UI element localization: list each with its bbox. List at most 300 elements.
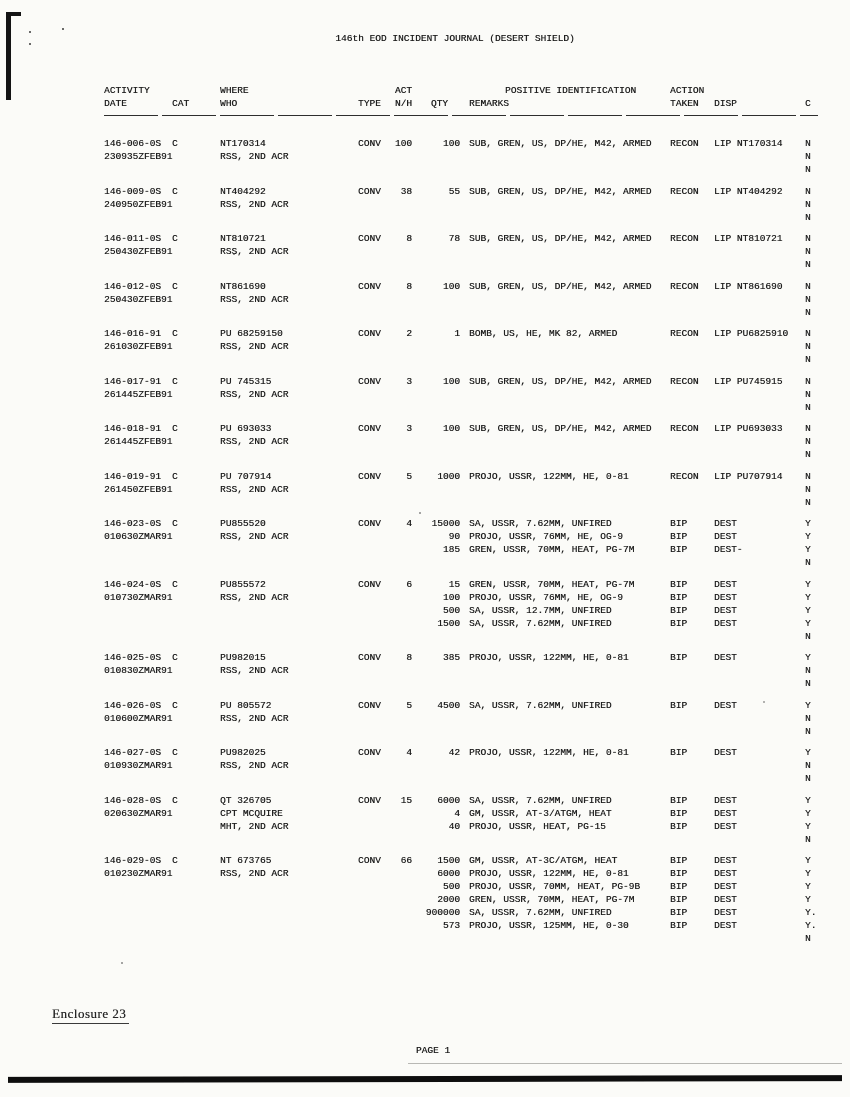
record-qty-cell [412,327,460,366]
item-remark: PROJO, USSR, HEAT, PG-15 [469,820,606,832]
record-where-cell [216,746,354,785]
record-cat: C [172,328,178,339]
table-row [104,578,820,643]
record-where: PU855572 [220,578,266,590]
item-disp: DEST [714,699,737,711]
record-remarks-cell [460,375,668,414]
record-nh-cell [392,470,412,509]
item-action: BIP [670,881,688,892]
record-cat: C [172,423,178,434]
header-cat: CAT [172,98,190,109]
item-disp: LIP NT404292 [714,185,783,197]
c-flag: Y [805,747,811,758]
record-cat: C [172,518,178,529]
item-action: BIP [670,855,688,866]
c-flag: N [805,246,811,257]
c-flag: N [805,773,811,784]
c-flag: Y [805,544,811,555]
item-disp: DEST [714,894,737,905]
record-qty-cell [412,137,460,176]
table-row [104,137,820,176]
record-where: NT170314 [220,138,266,149]
record-type: CONV [358,280,381,292]
c-flag: N [805,401,811,413]
table-row [104,854,820,945]
header-remarks: REMARKS [469,98,509,109]
item-remark: SUB, GREN, US, DP/HE, M42, ARMED [469,375,652,387]
record-who: RSS, 2ND ACR [220,151,289,162]
item-qty: 6000 [437,794,460,806]
table-row [104,422,820,461]
record-remarks-cell [460,422,668,461]
item-remark: SUB, GREN, US, DP/HE, M42, ARMED [469,423,652,434]
item-remark: SUB, GREN, US, DP/HE, M42, ARMED [469,233,652,244]
record-nh-cell [392,232,412,271]
item-remark: PROJO, USSR, 122MM, HE, 0-81 [469,747,629,758]
record-type-cell [354,327,392,366]
c-flag: N [805,496,811,508]
item-remark: PROJO, USSR, 125MM, HE, 0-30 [469,920,629,931]
table-header [104,84,820,116]
record-activity-cell [104,699,173,738]
c-flag: Y [805,881,811,892]
record-cat-cell [168,375,216,414]
record-type-cell [354,651,392,690]
record-cat: C [172,699,178,711]
record-nh-cell [392,327,412,366]
item-remark: GREN, USSR, 70MM, HEAT, PG-7M [469,544,635,555]
item-action: BIP [670,699,688,711]
record-c-cell [802,746,820,785]
record-type-cell [354,578,392,643]
item-remark: GM, USSR, AT-3C/ATGM, HEAT [469,855,618,866]
record-where-cell [216,280,354,319]
item-qty: 1500 [437,617,460,629]
c-flag: N [805,833,811,845]
record-qty-cell [412,746,460,785]
record-action-cell [668,854,712,945]
record-qty-cell [412,422,460,461]
c-flag: N [805,185,811,197]
item-qty: 1000 [437,470,460,482]
item-action: RECON [670,470,699,482]
item-qty: 6000 [437,868,460,879]
record-nh: 100 [394,138,412,149]
item-action: BIP [670,868,688,879]
header-qty: QTY [430,98,448,109]
record-nh: 2 [406,328,412,339]
record-cat-cell [168,699,216,738]
record-type-cell [354,232,392,271]
record-datetime: 010630ZMAR91 [104,531,173,542]
record-c-cell [802,854,820,945]
header-spacer [412,84,460,97]
record-who: RSS, 2ND ACR [220,483,289,495]
record-cat-cell [168,578,216,643]
header-taken: TAKEN [670,98,699,109]
record-cat-cell [168,327,216,366]
record-disp-cell [712,375,802,414]
item-remark: SA, USSR, 7.62MM, UNFIRED [469,617,612,629]
record-type: CONV [358,855,381,866]
record-c-cell [802,651,820,690]
c-flag: N [805,725,811,737]
record-cat-cell [168,232,216,271]
record-where: PU 745315 [220,375,272,387]
item-disp: LIP PU693033 [714,423,783,434]
record-c-cell [802,327,820,366]
record-activity-cell [104,746,173,785]
record-action-cell [668,517,712,569]
record-cat: C [172,794,178,806]
record-nh-cell [392,517,412,569]
record-action-cell [668,794,712,846]
record-action-cell [668,232,712,271]
record-cat-cell [168,185,216,224]
c-flag: Y [805,617,811,629]
record-action-cell [668,422,712,461]
record-c-cell [802,280,820,319]
page-number: PAGE 1 [415,1045,451,1056]
record-activity-cell [104,854,173,945]
header-underline [104,115,818,116]
record-disp-cell [712,280,802,319]
item-qty: 500 [442,881,460,892]
scan-artifact-faint-line [408,1063,842,1064]
record-where: PU855520 [220,518,266,529]
record-qty-cell [412,280,460,319]
record-action-cell [668,746,712,785]
record-id: 146-023-0S [104,518,162,529]
item-disp: DEST [714,807,737,819]
record-activity-cell [104,327,173,366]
record-type-cell [354,794,392,846]
record-cat: C [172,855,178,866]
record-qty-cell [412,185,460,224]
record-id: 146-018-91 [104,423,162,434]
c-flag: Y [805,794,811,806]
c-flag: N [805,449,811,460]
c-flag: N [805,354,811,365]
item-remark: GM, USSR, AT-3/ATGM, HEAT [469,807,612,819]
record-type: CONV [358,747,381,758]
record-nh: 15 [400,794,412,806]
scan-speck [121,962,123,964]
record-remarks-cell [460,470,668,509]
record-remarks-cell [460,185,668,224]
record-where-cell [216,699,354,738]
item-disp: DEST [714,855,737,866]
header-spacer [712,84,802,97]
record-qty-cell [412,232,460,271]
record-qty-cell [412,854,460,945]
record-datetime: 261445ZFEB91 [104,436,173,447]
record-type-cell [354,470,392,509]
record-who: RSS, 2ND ACR [220,388,289,400]
record-activity-cell [104,517,173,569]
record-nh-cell [392,280,412,319]
item-action: RECON [670,423,699,434]
record-type: CONV [358,652,381,663]
record-nh-cell [392,699,412,738]
record-nh: 8 [406,233,412,244]
header-action: ACTION [670,85,705,96]
item-disp: DEST [714,868,737,879]
table-row [104,746,820,785]
item-remark: SA, USSR, 7.62MM, UNFIRED [469,794,612,806]
header-type: TYPE [358,98,381,109]
record-action-cell [668,327,712,366]
c-flag: N [805,198,811,210]
record-nh: 6 [406,578,412,590]
table-row [104,651,820,690]
record-type: CONV [358,375,381,387]
record-type-cell [354,280,392,319]
item-qty: 42 [448,747,460,758]
table-header-row-1 [104,84,820,97]
item-action: BIP [670,807,688,819]
record-remarks-cell [460,280,668,319]
record-datetime: 250430ZFEB91 [104,246,173,257]
c-flag: Y [805,518,811,529]
record-disp-cell [712,232,802,271]
item-action: BIP [670,920,688,931]
record-type: CONV [358,518,381,529]
record-c-cell [802,578,820,643]
item-remark: SA, USSR, 7.62MM, UNFIRED [469,699,612,711]
item-disp: DEST [714,794,737,806]
record-disp-cell [712,651,802,690]
record-c-cell [802,137,820,176]
header-act: ACT [394,85,412,96]
record-disp-cell [712,794,802,846]
record-action-cell [668,470,712,509]
record-remarks-cell [460,746,668,785]
item-remark: PROJO, USSR, 76MM, HE, OG-9 [469,531,623,542]
record-c-cell [802,375,820,414]
item-action: RECON [670,280,699,292]
record-where: NT 673765 [220,855,272,866]
item-disp: LIP PU745915 [714,375,783,387]
table-row [104,327,820,366]
record-type-cell [354,375,392,414]
item-remark: SUB, GREN, US, DP/HE, M42, ARMED [469,185,652,197]
record-id: 146-019-91 [104,470,162,482]
record-remarks-cell [460,794,668,846]
item-action: BIP [670,531,688,542]
item-remark: PROJO, USSR, 122MM, HE, 0-81 [469,652,629,663]
record-where: PU 68259150 [220,328,283,339]
record-cat-cell [168,517,216,569]
item-disp: DEST [714,578,737,590]
record-cat: C [172,375,178,387]
record-type: CONV [358,233,381,244]
record-who: RSS, 2ND ACR [220,665,289,676]
header-spacer [802,84,820,97]
record-c-cell [802,517,820,569]
record-id: 146-009-0S [104,185,162,197]
item-action: BIP [670,652,688,663]
record-c-cell [802,232,820,271]
item-action: RECON [670,375,699,387]
item-disp: DEST [714,907,737,918]
record-action-cell [668,375,712,414]
item-qty: 2000 [437,894,460,905]
record-nh: 3 [406,423,412,434]
record-nh-cell [392,651,412,690]
record-datetime: 240950ZFEB91 [104,198,173,210]
record-c-cell [802,470,820,509]
record-action-cell [668,578,712,643]
record-datetime: 010730ZMAR91 [104,591,173,603]
record-activity-cell [104,578,173,643]
item-qty: 185 [442,544,460,555]
record-qty-cell [412,651,460,690]
record-remarks-cell [460,578,668,643]
c-flag: N [805,665,811,676]
record-cat-cell [168,794,216,846]
record-cat-cell [168,470,216,509]
record-datetime: 250430ZFEB91 [104,293,173,305]
record-where-cell [216,327,354,366]
record-datetime: 261445ZFEB91 [104,388,173,400]
c-flag: N [805,328,811,339]
scan-speck [62,28,64,30]
record-id: 146-016-91 [104,328,162,339]
record-id: 146-006-0S [104,138,162,149]
record-remarks-cell [460,699,668,738]
record-activity-cell [104,280,173,319]
record-nh: 4 [406,747,412,758]
record-disp-cell [712,699,802,738]
c-flag: N [805,557,811,568]
record-cat: C [172,747,178,758]
record-where-cell [216,137,354,176]
table-row [104,280,820,319]
record-type: CONV [358,138,381,149]
c-flag: N [805,259,811,270]
header-disp: DISP [714,98,737,109]
c-flag: N [805,760,811,771]
record-who: RSS, 2ND ACR [220,246,289,257]
record-disp-cell [712,854,802,945]
record-type: CONV [358,423,381,434]
item-action: BIP [670,894,688,905]
record-type-cell [354,517,392,569]
c-flag: N [805,233,811,244]
record-nh: 5 [406,699,412,711]
item-action: RECON [670,233,699,244]
c-flag: N [805,151,811,162]
c-flag: Y [805,894,811,905]
record-nh-cell [392,578,412,643]
table-header-row-2 [104,97,820,110]
item-action: BIP [670,747,688,758]
record-who: CPT MCQUIRE [220,807,283,819]
item-disp: DEST [714,604,737,616]
record-where: PU 693033 [220,423,272,434]
record-remarks-cell [460,232,668,271]
record-nh: 4 [406,518,412,529]
item-qty: 4500 [437,699,460,711]
record-disp-cell [712,470,802,509]
c-flag: N [805,630,811,642]
c-flag: Y [805,820,811,832]
record-cat-cell [168,280,216,319]
record-datetime: 010600ZMAR91 [104,712,173,724]
record-cat: C [172,280,178,292]
table-row [104,375,820,414]
record-cat-cell [168,422,216,461]
record-activity-cell [104,422,173,461]
record-action-cell [668,651,712,690]
item-disp: DEST [714,591,737,603]
record-id: 146-026-0S [104,699,162,711]
record-type-cell [354,854,392,945]
item-qty: 15000 [431,518,460,529]
record-activity-cell [104,137,173,176]
record-nh-cell [392,794,412,846]
record-activity-cell [104,375,173,414]
record-nh: 3 [406,375,412,387]
record-datetime: 261450ZFEB91 [104,483,173,495]
record-cat: C [172,578,178,590]
record-id: 146-012-0S [104,280,162,292]
journal-records [104,137,820,945]
record-cat: C [172,185,178,197]
record-where: NT861690 [220,280,266,292]
c-flag: N [805,436,811,447]
record-qty-cell [412,794,460,846]
record-type: CONV [358,578,381,590]
table-row [104,185,820,224]
c-flag: N [805,483,811,495]
record-cat-cell [168,854,216,945]
record-who: RSS, 2ND ACR [220,293,289,305]
scan-artifact-bottom-bar [8,1075,842,1083]
record-type-cell [354,746,392,785]
c-flag: N [805,933,811,944]
c-flag: N [805,712,811,724]
record-qty-cell [412,699,460,738]
item-remark: SUB, GREN, US, DP/HE, M42, ARMED [469,280,652,292]
item-disp: LIP PU707914 [714,470,783,482]
c-flag: Y [805,699,811,711]
c-flag: N [805,388,811,400]
record-c-cell [802,185,820,224]
record-where: PU982015 [220,652,266,663]
record-activity-cell [104,794,173,846]
item-disp: LIP NT861690 [714,280,783,292]
record-type-cell [354,137,392,176]
item-qty: 100 [442,591,460,603]
record-where: PU 707914 [220,470,272,482]
record-id: 146-017-91 [104,375,162,387]
record-where-cell [216,470,354,509]
record-activity-cell [104,651,173,690]
item-disp: DEST [714,881,737,892]
item-qty: 573 [442,920,460,931]
item-remark: BOMB, US, HE, MK 82, ARMED [469,328,618,339]
record-where: PU982025 [220,747,266,758]
item-qty: 100 [442,138,460,149]
record-datetime: 010930ZMAR91 [104,760,173,771]
item-remark: GREN, USSR, 70MM, HEAT, PG-7M [469,894,635,905]
item-disp: DEST [714,747,737,758]
c-flag: Y [805,807,811,819]
record-remarks-cell [460,651,668,690]
c-flag: N [805,164,811,175]
